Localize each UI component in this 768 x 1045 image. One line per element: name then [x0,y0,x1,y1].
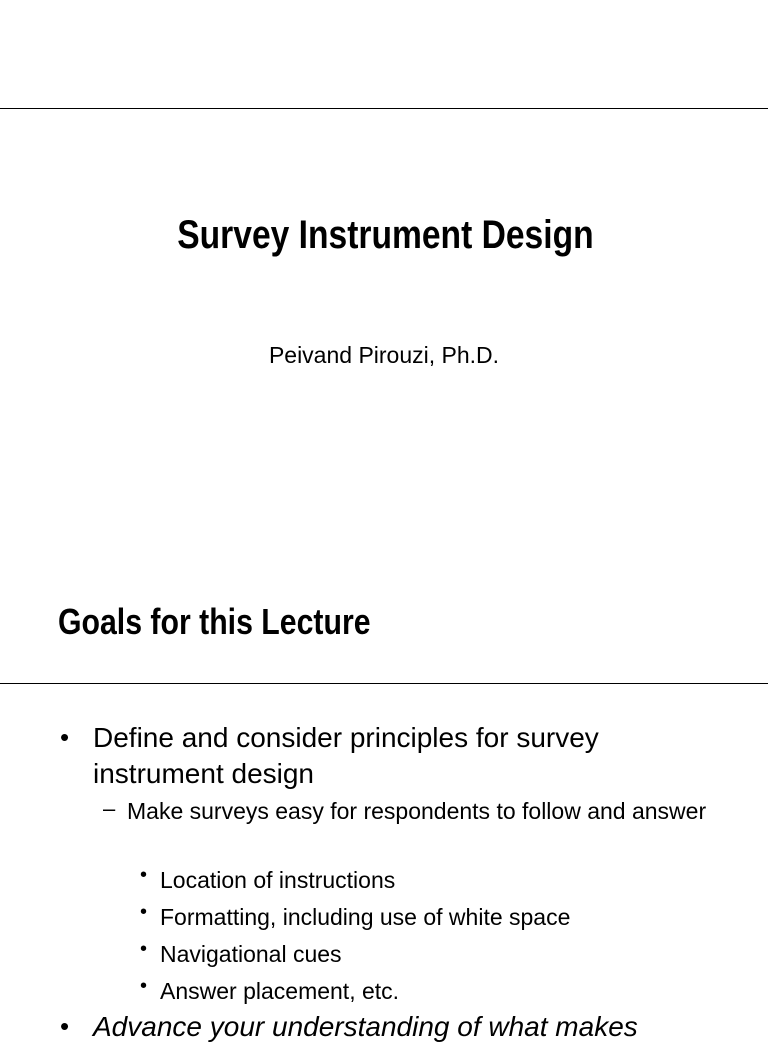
bullet-item [60,1009,760,1045]
sub-bullet-item [103,796,713,827]
author-name: Peivand Pirouzi, Ph.D. [268,342,500,368]
sub-bullet-text: Make surveys easy for respondents to follow and answer [127,798,707,824]
slide-title: Survey Instrument Design [177,213,594,257]
section-divider [0,683,768,684]
bullet-item [60,720,720,792]
sub-sub-bullet-text: Navigational cues [160,941,342,967]
sub-sub-bullet-text: Formatting, including use of white space [160,904,571,930]
sub-sub-bullet-item [140,865,720,896]
sub-sub-bullet-text: Answer placement, etc. [160,978,400,1004]
section-title: Goals for this Lecture [58,601,371,642]
sub-sub-bullet-item [140,902,720,933]
bullet-text: Advance your understanding of what makes [93,1011,638,1042]
bullet-marker: • [60,722,70,752]
top-divider [0,108,768,109]
dash-marker: – [103,796,116,821]
bullet-marker: • [140,901,148,923]
sub-sub-bullet-item [140,976,720,1007]
bullet-marker: • [60,1011,70,1041]
bullet-marker: • [140,864,148,886]
bullet-marker: • [140,938,148,960]
bullet-marker: • [140,975,148,997]
bullet-text: Define and consider principles for survey instrument design [93,722,599,789]
sub-sub-bullet-item [140,939,720,970]
sub-sub-bullet-text: Location of instructions [160,867,396,893]
